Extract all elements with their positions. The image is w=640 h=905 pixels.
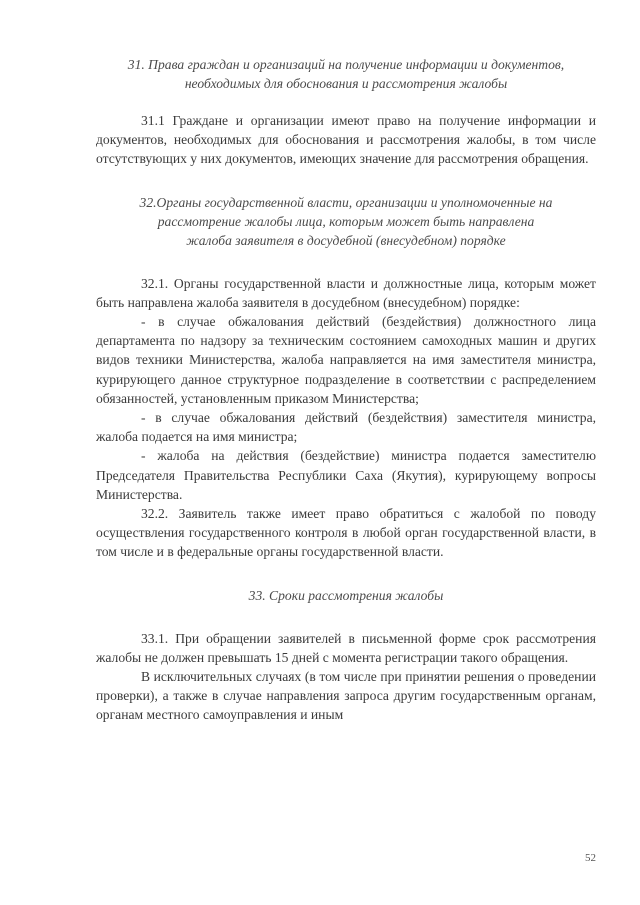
paragraph-32-1-item-1: - в случае обжалования действий (бездействия) должностного лица департамента по надзору за техническим состоянием самоходных машин и других видов техники Министерства, жалоба направляется на имя заместителя министра, курирующего данное структурное подразделение в соответствии с распределением обязанностей, установленным приказом Министерства; (96, 314, 596, 406)
paragraph-32-1: 32.1. Органы государственной власти и должностные лица, которым может быть направлена жалоба заявителя в досудебном (внесудебном) порядке: (96, 275, 596, 310)
paragraph-33-continuation: В исключительных случаях (в том числе при принятии решения о проведении проверки), а также в случае направления запроса другим государственным органам, органам местного самоуправления и иным (96, 669, 596, 723)
section-33-heading: 33. Сроки рассмотрения жалобы (248, 587, 444, 603)
paragraph-32-1-item-2: - в случае обжалования действий (бездействия) заместителя министра, жалоба подается на имя министра; (96, 410, 596, 445)
section-31-heading (96, 55, 596, 93)
page-number: 52 (585, 852, 596, 864)
section-31-heading-line-2: необходимых для обоснования и рассмотрения жалобы (184, 76, 508, 91)
paragraph-33-1: 33.1. При обращении заявителей в письменной форме срок рассмотрения жалобы не должен превышать 15 дней с момента регистрации такого обращения. (96, 630, 596, 665)
section-32-heading (96, 193, 596, 250)
paragraph-32-1-item-3: - жалоба на действия (бездействие) министра подается заместителю Председателя Правительства Республики Саха (Якутия), курирующему вопросы Министерства. (96, 448, 596, 502)
section-32-heading-line-2: рассмотрение жалобы лица, которым может быть направлена (157, 213, 535, 229)
section-32-heading-line-1: 32.Органы государственной власти, организации и уполномоченные на (139, 194, 553, 210)
paragraph-31-1: 31.1 Граждане и организации имеют право на получение информации и документов, необходимых для обоснования и рассмотрения жалобы, в том числе отсутствующих у них документов, имеющих значение для рассмотрения обращения. (96, 113, 596, 167)
paragraph-32-2: 32.2. Заявитель также имеет право обратиться с жалобой по поводу осуществления государственного контроля в любой орган государственной власти, в том числе и в федеральные органы государственной власти. (96, 506, 596, 560)
section-32-heading-line-3: жалоба заявителя в досудебной (внесудебном) порядке (186, 232, 506, 248)
section-31-heading-line-1: 31. Права граждан и организаций на получение информации и документов, (127, 57, 565, 72)
